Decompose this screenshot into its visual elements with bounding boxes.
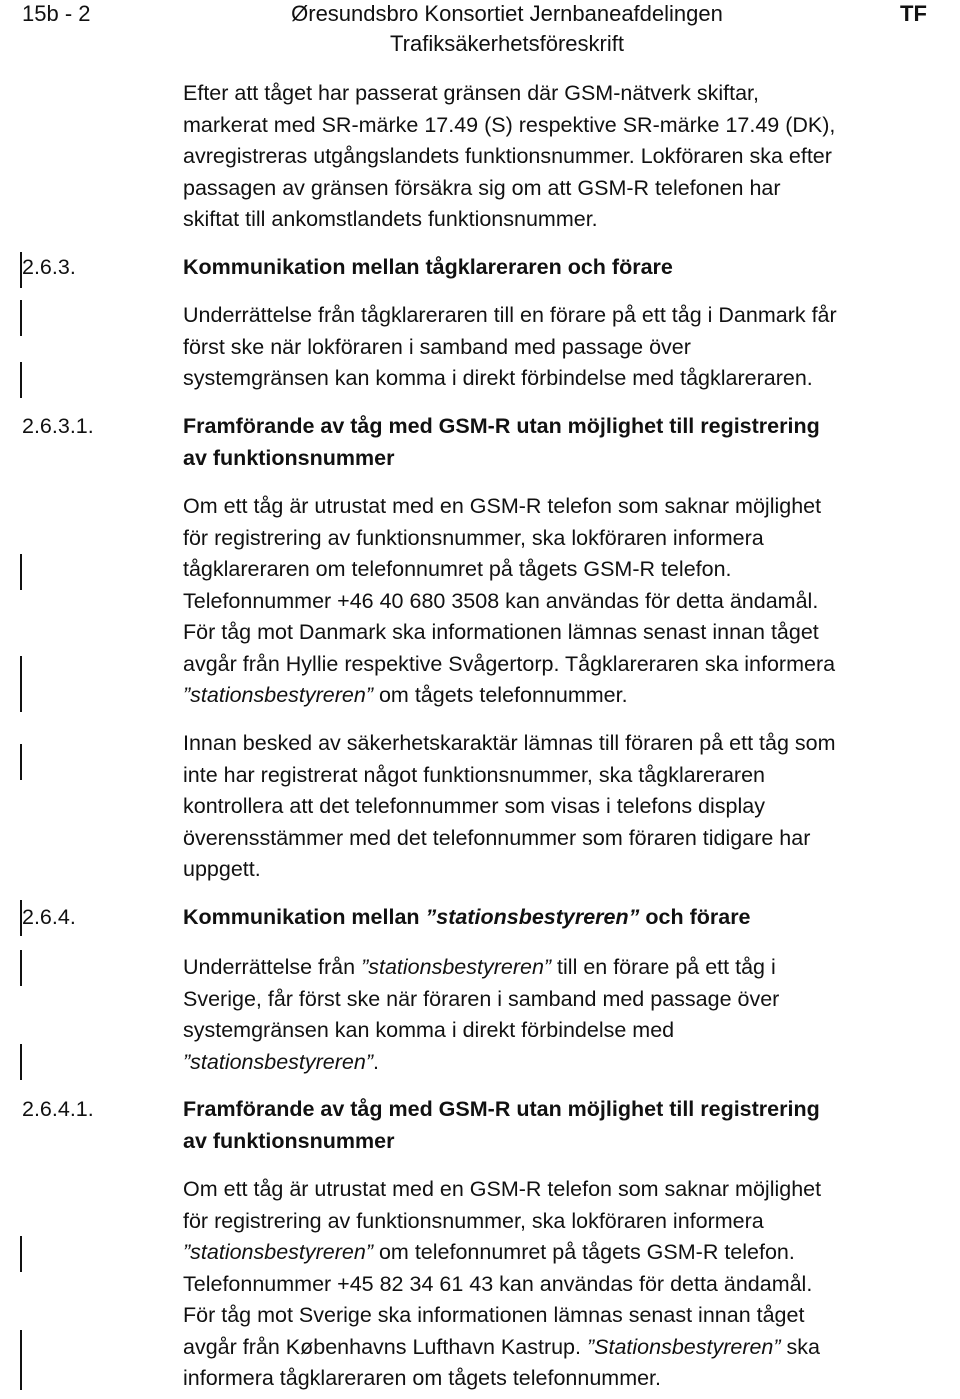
paragraph-line: Innan besked av säkerhetskaraktär lämnas till föraren på ett tåg som [183,731,836,755]
role-term: ”stationsbestyreren” [425,905,640,929]
section-number: 2.6.4.1. [22,1097,94,1121]
paragraph-line [183,1047,958,1079]
section-heading [183,411,820,474]
document-title: Trafiksäkerhetsföreskrift [390,31,624,56]
role-term: ”stationsbestyreren” [183,1049,373,1074]
section-number: 2.6.3.1. [22,414,94,438]
paragraph-line: informera tågklareraren om tågets telefonnummer. [183,1366,662,1390]
paragraph-line: för registrering av funktionsnummer, ska lokföraren informera [183,1208,764,1233]
paragraph-line: uppgett. [183,857,261,881]
line-text: till en förare på ett tåg i [551,955,776,979]
change-bar [20,1236,22,1272]
change-bar [20,362,22,398]
line-text: . [373,1049,379,1074]
paragraph-line [183,952,958,984]
section-number: 2.6.4. [22,905,76,929]
paragraph-line: Telefonnummer +46 40 680 3508 kan användas för detta ändamål. [183,588,819,613]
paragraph-line: överensstämmer med det telefonnummer som föraren tidigare har [183,825,811,850]
paragraph-line: Telefonnummer +45 82 34 61 43 kan användas för detta ändamål. [183,1271,813,1296]
paragraph-line: inte har registrerat något funktionsnummer, ska tågklareraren [183,762,765,787]
section-heading [183,1094,820,1157]
change-bar [20,554,22,590]
role-term: ”stationsbestyreren” [183,683,373,707]
intro-line: avregistreras utgångslandets funktionsnummer. Lokföraren ska efter [183,144,832,168]
paragraph-line: Om ett tåg är utrustat med en GSM-R telefon som saknar möjlighet [183,1177,822,1201]
section-paragraph [183,491,958,712]
change-bar [20,1330,22,1390]
page-number: 15b - 2 [22,1,91,26]
line-text: avgår från Københavns Lufthavn Kastrup. [183,1334,587,1359]
paragraph-line [183,680,958,712]
change-bar [20,1044,22,1080]
line-text: Underrättelse från [183,955,362,979]
paragraph-line: kontrollera att det telefonnummer som visas i telefons display [183,794,765,818]
paragraph-line: avgår från Hyllie respektive Svågertorp. Tågklareraren ska informera [183,651,836,676]
heading-text: och förare [639,905,751,929]
heading-line: Framförande av tåg med GSM-R utan möjlighet till registrering [183,414,820,438]
role-term: ”stationsbestyreren” [183,1240,373,1264]
role-term: ”stationsbestyreren” [361,955,552,979]
section-paragraph [183,300,958,395]
line-text: ska [780,1334,820,1359]
role-term: ”Stationsbestyreren” [586,1334,781,1359]
paragraph-line: tågklareraren om telefonnumret på tågets GSM-R telefon. [183,557,732,581]
section-number: 2.6.3. [22,255,76,279]
section-paragraph [183,1174,958,1395]
organization-name: Øresundsbro Konsortiet Jernbaneafdelingen [291,1,723,26]
heading-line: av funktionsnummer [183,1128,395,1153]
line-text: om telefonnumret på tågets GSM-R telefon. [373,1240,795,1264]
heading-line: av funktionsnummer [183,445,395,470]
paragraph-line: Om ett tåg är utrustat med en GSM-R telefon som saknar möjlighet [183,494,822,518]
paragraph-line: Sverige, får först ske när föraren i samband med passage över [183,986,780,1011]
paragraph-line: Underrättelse från tågklareraren till en förare på ett tåg i Danmark får [183,303,837,327]
paragraph-line [183,1332,958,1364]
intro-line: Efter att tåget har passerat gränsen där GSM-nätverk skiftar, [183,81,759,105]
paragraph-line: systemgränsen kan komma i direkt förbindelse med tågklareraren. [183,366,813,390]
heading-line: Framförande av tåg med GSM-R utan möjlighet till registrering [183,1097,820,1121]
paragraph-line: först ske när lokföraren i samband med passage över [183,334,691,359]
heading-text: Kommunikation mellan [183,905,426,929]
paragraph-line [183,1237,958,1269]
document-code: TF [900,1,927,26]
change-bar [20,744,22,780]
change-bar [20,950,22,986]
change-bar [20,300,22,336]
intro-line: markerat med SR-märke 17.49 (S) respektive SR-märke 17.49 (DK), [183,112,836,137]
intro-line: passagen av gränsen försäkra sig om att GSM-R telefonen har [183,175,781,200]
intro-paragraph [183,78,958,236]
paragraph-line: för registrering av funktionsnummer, ska lokföraren informera [183,525,764,550]
paragraph-line: systemgränsen kan komma i direkt förbindelse med [183,1018,675,1042]
section-heading: Kommunikation mellan tågklareraren och förare [183,255,673,279]
section-heading [183,902,751,934]
section-paragraph [183,952,958,1078]
section-paragraph [183,728,958,886]
intro-line: skiftat till ankomstlandets funktionsnummer. [183,207,598,231]
paragraph-line: För tåg mot Danmark ska informationen lämnas senast innan tåget [183,620,819,644]
change-bar [20,656,22,712]
line-text: om tågets telefonnummer. [373,683,628,707]
paragraph-line: För tåg mot Sverige ska informationen lämnas senast innan tåget [183,1303,805,1327]
